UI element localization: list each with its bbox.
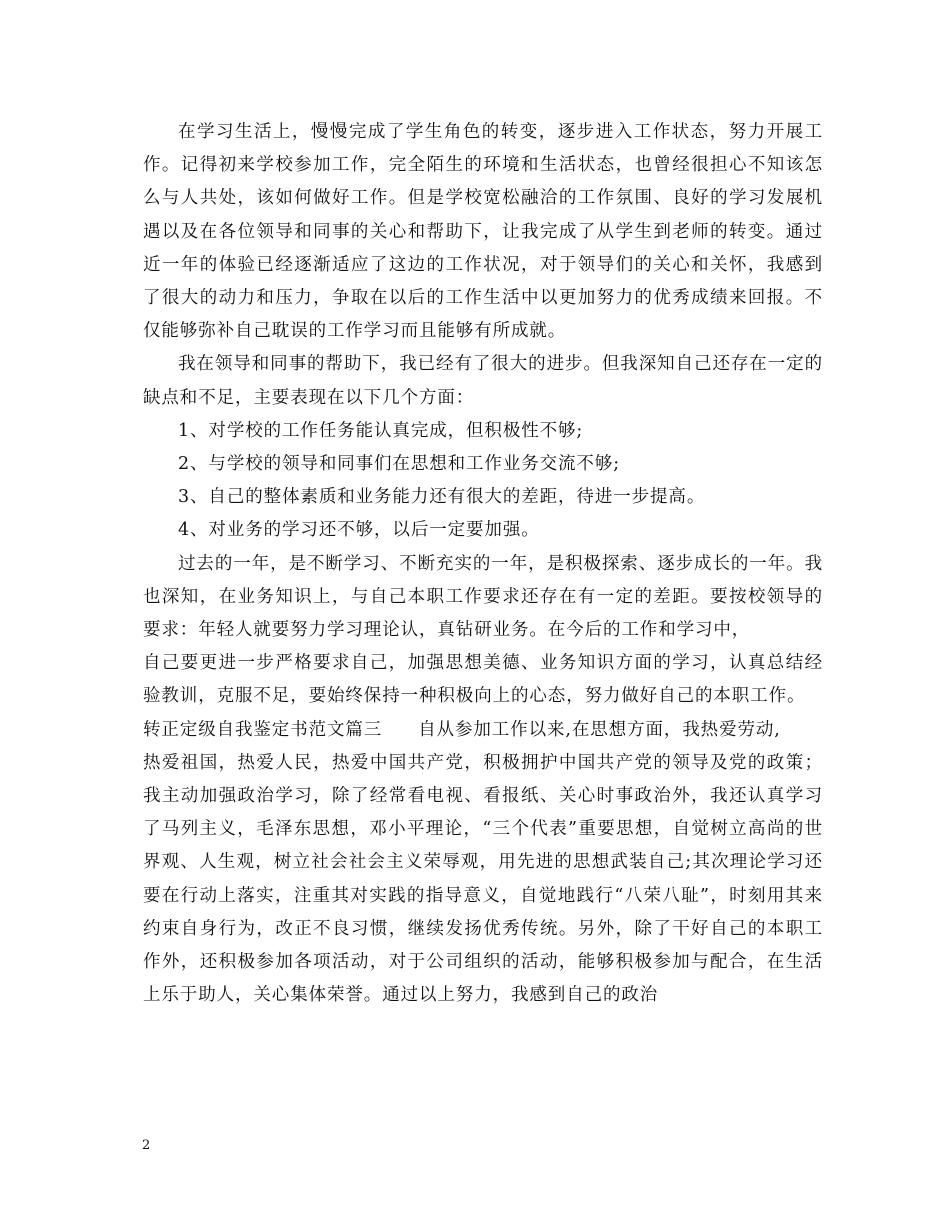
- section-heading: 转正定级自我鉴定书范文篇三: [143, 719, 383, 740]
- paragraph-political-thought: 热爱祖国，热爱人民，热爱中国共产党，积极拥护中国共产党的领导及党的政策；我主动加强政治学习，除了经常看电视、看报纸、关心时事政治外，我还认真学习了马列主义，毛泽东思想，邓小平理论，“三个代表”重要思想，自觉树立高尚的世界观、人生观，树立社会社会主义荣辱观，用先进的思想武装自己;其次理论学习还要在行动上落实，注重其对实践的指导意义，自觉地践行“八荣八耻”，时刻用其来约束自身行为，改正不良习惯，继续发扬优秀传统。另外，除了干好自己的本职工作外，还积极参加各项活动，对于公司组织的活动，能够积极参加与配合，在生活上乐于助人，关心集体荣誉。通过以上努力，我感到自己的政治: [143, 752, 823, 1006]
- page-number: 2: [142, 1138, 151, 1153]
- paragraph-study-life: 在学习生活上，慢慢完成了学生角色的转变，逐步进入工作状态，努力开展工作。记得初来学校参加工作，完全陌生的环境和生活状态，也曾经很担心不知该怎么与人共处，该如何做好工作。但是学校宽松融洽的工作氛围、良好的学习发展机遇以及在各位领导和同事的关心和帮助下，让我完成了从学生到老师的转变。通过近一年的体验已经逐渐适应了这边的工作状况，对于领导们的关心和关怀，我感到了很大的动力和压力，争取在以后的工作生活中以更加努力的优秀成绩来回报。不仅能够弥补自己耽误的工作学习而且能够有所成就。: [143, 122, 823, 342]
- list-item-1: 1、对学校的工作任务能认真完成，但积极性不够;: [178, 420, 584, 441]
- list-item-4: 4、对业务的学习还不够，以后一定要加强。: [178, 520, 540, 541]
- paragraph-past-year: 过去的一年，是不断学习、不断充实的一年，是积极探索、逐步成长的一年。我也深知，在业务知识上，与自己本职工作要求还存在有一定的差距。要按校领导的要求：年轻人就要努力学习理论认，真钻研业务。在今后的工作和学习中，: [143, 553, 823, 641]
- list-item-3: 3、自己的整体素质和业务能力还有很大的差距，待进一步提高。: [178, 487, 706, 508]
- paragraph-self-requirement: 自己要更进一步严格要求自己，加强思想美德、业务知识方面的学习，认真总结经验教训，克服不足，要始终保持一种积极向上的心态，努力做好自己的本职工作。: [143, 653, 823, 707]
- section-first-line: 自从参加工作以来,在思想方面，我热爱劳动,: [418, 719, 781, 740]
- list-item-2: 2、与学校的领导和同事们在思想和工作业务交流不够;: [178, 454, 621, 475]
- paragraph-progress: 我在领导和同事的帮助下，我已经有了很大的进步。但我深知自己还存在一定的缺点和不足，主要表现在以下几个方面：: [143, 354, 823, 408]
- section-heading-line: [143, 714, 823, 747]
- document-body: [143, 116, 823, 1012]
